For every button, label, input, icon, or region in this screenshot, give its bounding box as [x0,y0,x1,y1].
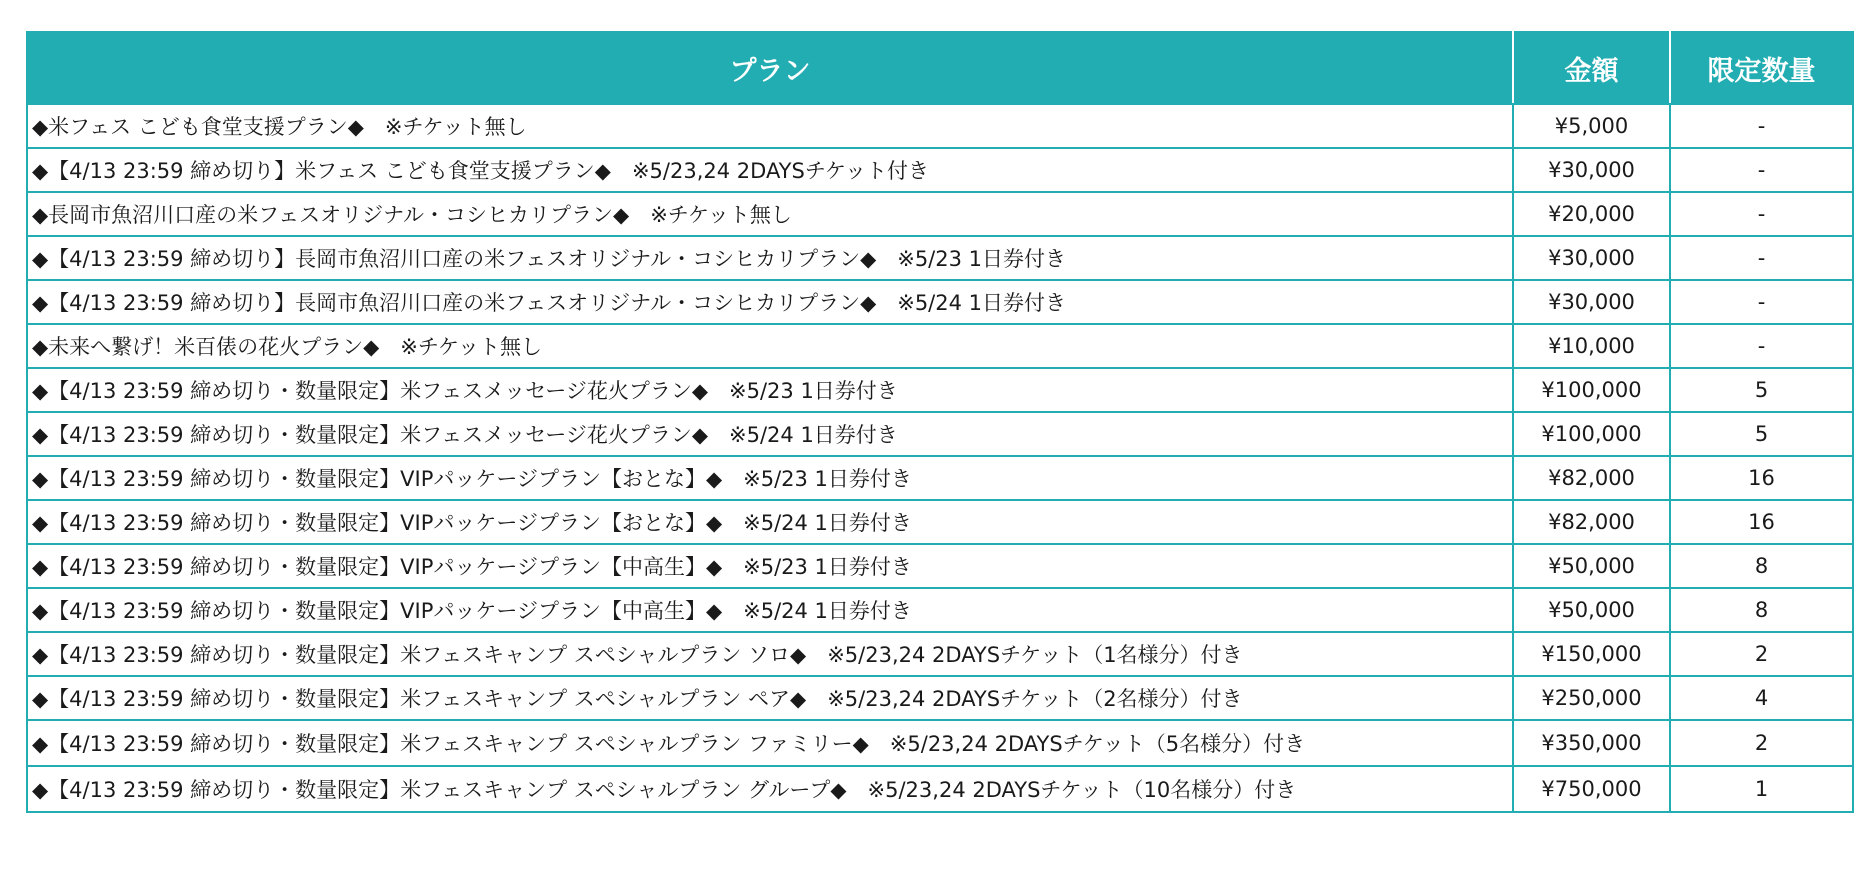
quantity-cell: 2 [1670,720,1853,766]
price-cell: ¥100,000 [1513,412,1670,456]
quantity-cell: 5 [1670,412,1853,456]
quantity-cell: 4 [1670,676,1853,720]
quantity-cell: 8 [1670,544,1853,588]
quantity-cell: 2 [1670,632,1853,676]
table-row [27,148,1853,192]
price-cell: ¥20,000 [1513,192,1670,236]
price-cell: ¥50,000 [1513,588,1670,632]
price-cell: ¥30,000 [1513,236,1670,280]
plan-cell: ◆【4/13 23:59 締め切り・数量限定】米フェスキャンプ スペシャルプラン ファミリー◆ ※5/23,24 2DAYSチケット（5名様分）付き [27,720,1513,766]
header-row [27,32,1853,104]
quantity-cell: 8 [1670,588,1853,632]
table-row [27,676,1853,720]
quantity-cell: - [1670,104,1853,148]
plan-cell: ◆米フェス こども食堂支援プラン◆ ※チケット無し [27,104,1513,148]
price-cell: ¥50,000 [1513,544,1670,588]
price-cell: ¥30,000 [1513,148,1670,192]
price-cell: ¥10,000 [1513,324,1670,368]
price-cell: ¥150,000 [1513,632,1670,676]
header-quantity: 限定数量 [1670,32,1853,104]
table-row [27,280,1853,324]
table-row [27,632,1853,676]
table-row [27,766,1853,812]
plan-cell: ◆【4/13 23:59 締め切り・数量限定】米フェスキャンプ スペシャルプラン ソロ◆ ※5/23,24 2DAYSチケット（1名様分）付き [27,632,1513,676]
price-cell: ¥750,000 [1513,766,1670,812]
quantity-cell: 5 [1670,368,1853,412]
quantity-cell: 16 [1670,500,1853,544]
quantity-cell: - [1670,280,1853,324]
plan-cell: ◆【4/13 23:59 締め切り】長岡市魚沼川口産の米フェスオリジナル・コシヒカリプラン◆ ※5/24 1日券付き [27,280,1513,324]
table-body [27,104,1853,812]
table-row [27,500,1853,544]
table-row [27,588,1853,632]
price-cell: ¥100,000 [1513,368,1670,412]
price-cell: ¥5,000 [1513,104,1670,148]
table-row [27,104,1853,148]
price-cell: ¥30,000 [1513,280,1670,324]
header-plan: プラン [27,32,1513,104]
table-row [27,720,1853,766]
plan-cell: ◆【4/13 23:59 締め切り・数量限定】VIPパッケージプラン【おとな】◆ ※5/23 1日券付き [27,456,1513,500]
price-cell: ¥82,000 [1513,500,1670,544]
price-cell: ¥350,000 [1513,720,1670,766]
plan-cell: ◆【4/13 23:59 締め切り・数量限定】VIPパッケージプラン【中高生】◆ ※5/24 1日券付き [27,588,1513,632]
price-cell: ¥82,000 [1513,456,1670,500]
quantity-cell: 16 [1670,456,1853,500]
price-cell: ¥250,000 [1513,676,1670,720]
plan-cell: ◆未来へ繋げ！米百俵の花火プラン◆ ※チケット無し [27,324,1513,368]
plan-cell: ◆【4/13 23:59 締め切り・数量限定】VIPパッケージプラン【中高生】◆ ※5/23 1日券付き [27,544,1513,588]
plan-cell: ◆【4/13 23:59 締め切り・数量限定】米フェスメッセージ花火プラン◆ ※5/24 1日券付き [27,412,1513,456]
quantity-cell: - [1670,324,1853,368]
plan-cell: ◆【4/13 23:59 締め切り】米フェス こども食堂支援プラン◆ ※5/23,24 2DAYSチケット付き [27,148,1513,192]
table-row [27,236,1853,280]
table-row [27,412,1853,456]
plan-cell: ◆長岡市魚沼川口産の米フェスオリジナル・コシヒカリプラン◆ ※チケット無し [27,192,1513,236]
plan-cell: ◆【4/13 23:59 締め切り・数量限定】米フェスキャンプ スペシャルプラン ペア◆ ※5/23,24 2DAYSチケット（2名様分）付き [27,676,1513,720]
quantity-cell: 1 [1670,766,1853,812]
table-row [27,324,1853,368]
plan-cell: ◆【4/13 23:59 締め切り・数量限定】米フェスキャンプ スペシャルプラン グループ◆ ※5/23,24 2DAYSチケット（10名様分）付き [27,766,1513,812]
table-row [27,456,1853,500]
plan-table [26,31,1854,813]
plan-cell: ◆【4/13 23:59 締め切り・数量限定】米フェスメッセージ花火プラン◆ ※5/23 1日券付き [27,368,1513,412]
header-price: 金額 [1513,32,1670,104]
plan-table-container [26,31,1852,813]
table-header [27,32,1853,104]
quantity-cell: - [1670,148,1853,192]
quantity-cell: - [1670,192,1853,236]
table-row [27,192,1853,236]
table-row [27,544,1853,588]
plan-cell: ◆【4/13 23:59 締め切り・数量限定】VIPパッケージプラン【おとな】◆ ※5/24 1日券付き [27,500,1513,544]
plan-cell: ◆【4/13 23:59 締め切り】長岡市魚沼川口産の米フェスオリジナル・コシヒカリプラン◆ ※5/23 1日券付き [27,236,1513,280]
quantity-cell: - [1670,236,1853,280]
table-row [27,368,1853,412]
